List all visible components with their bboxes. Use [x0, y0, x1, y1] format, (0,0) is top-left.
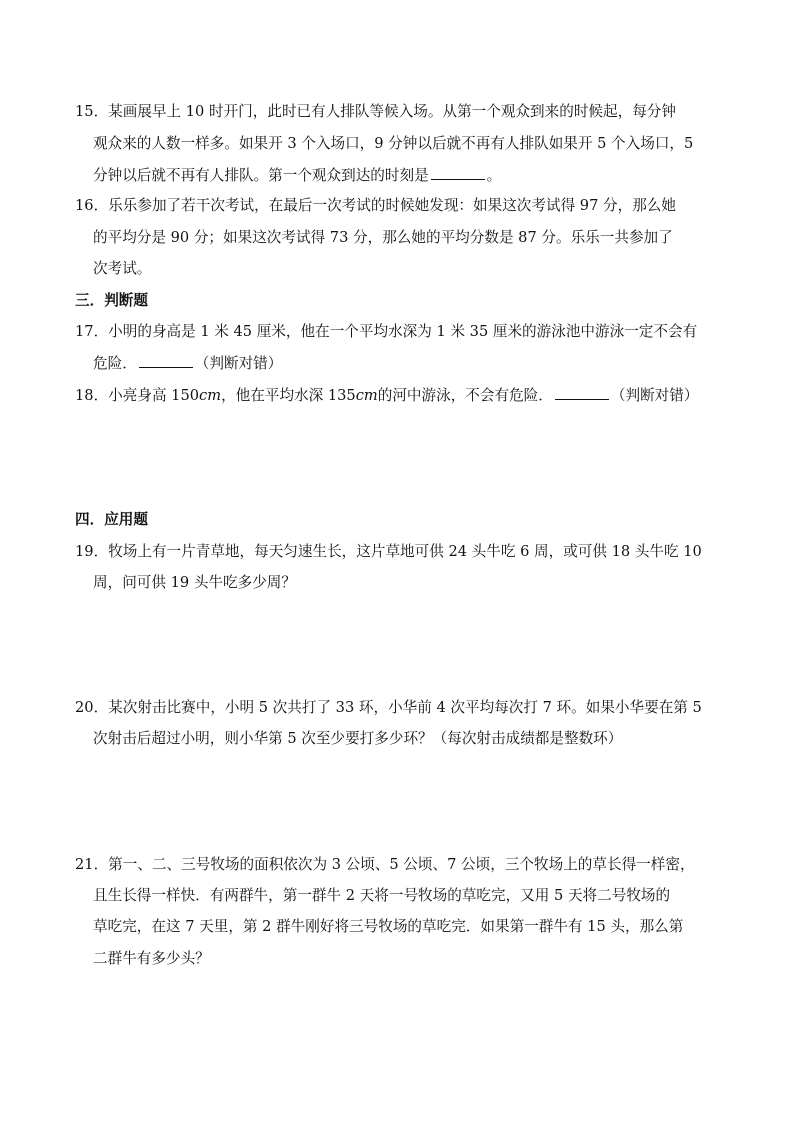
- q20-line-1: 20．某次射击比赛中，小明 5 次共打了 33 环，小华前 4 次平均每次打 7 环。如果小华要在第 5: [75, 699, 702, 716]
- q15-answer-blank[interactable]: [431, 165, 485, 180]
- q21-line-1: 21．第一、二、三号牧场的面积依次为 3 公顷、5 公顷、7 公顷，三个牧场上的草长得一样密，: [75, 856, 695, 873]
- q18-text-a: 18．小亮身高 150: [75, 387, 200, 404]
- q19-line-2: 周，问可供 19 头牛吃多少周？: [93, 574, 296, 591]
- q20-line-2: 次射击后超过小明，则小华第 5 次至少要打多少环？（每次射击成绩都是整数环）: [93, 730, 623, 747]
- q21-line-2: 且生长得一样快．有两群牛，第一群牛 2 天将一号牧场的草吃完，又用 5 天将二号牧场的: [93, 887, 671, 904]
- section-3-heading: 三．判断题: [75, 292, 148, 309]
- q18-answer-blank[interactable]: [555, 385, 609, 400]
- q18-line: [75, 385, 698, 406]
- q17-line-1: 17．小明的身高是 1 米 45 厘米，他在一个平均水深为 1 米 35 厘米的游泳池中游泳一定不会有: [75, 323, 698, 340]
- q18-text-c: 的河中游泳，不会有危险．: [377, 387, 553, 404]
- q16-line-3: 次考试。: [93, 260, 152, 277]
- q15-line-3: [93, 165, 501, 186]
- q17-line-2: [93, 353, 282, 374]
- q15-line-3-text: 分钟以后就不再有人排队。第一个观众到达的时刻是: [93, 167, 429, 184]
- q17-line-2-text: 危险．: [93, 355, 137, 372]
- q21-line-4: 二群牛有多少头？: [93, 950, 210, 967]
- q15-line-3-end: 。: [486, 167, 502, 184]
- q16-line-2: 的平均分是 90 分；如果这次考试得 73 分，那么她的平均分数是 87 分。乐乐一共参加了: [93, 229, 673, 246]
- q18-text-b: ，他在平均水深 135: [221, 387, 356, 404]
- q18-text-d: （判断对错）: [610, 387, 699, 404]
- q18-unit-2: cm: [355, 387, 378, 404]
- q17-line-2-end: （判断对错）: [194, 355, 283, 372]
- q19-line-1: 19．牧场上有一片青草地，每天匀速生长，这片草地可供 24 头牛吃 6 周，或可供 18 头牛吃 10: [75, 543, 702, 560]
- q15-line-1: 15．某画展早上 10 时开门，此时已有人排队等候入场。从第一个观众到来的时候起，每分钟: [75, 103, 676, 120]
- q15-line-2: 观众来的人数一样多。如果开 3 个入场口，9 分钟以后就不再有人排队如果开 5 个入场口，5: [93, 135, 694, 152]
- q21-line-3: 草吃完，在这 7 天里，第 2 群牛刚好将三号牧场的草吃完．如果第一群牛有 15 头，那么第: [93, 918, 684, 935]
- q18-unit-1: cm: [199, 387, 222, 404]
- q17-answer-blank[interactable]: [139, 353, 193, 368]
- section-4-heading: 四．应用题: [75, 511, 148, 528]
- q16-line-1: 16．乐乐参加了若干次考试，在最后一次考试的时候她发现：如果这次考试得 97 分，那么她: [75, 197, 676, 214]
